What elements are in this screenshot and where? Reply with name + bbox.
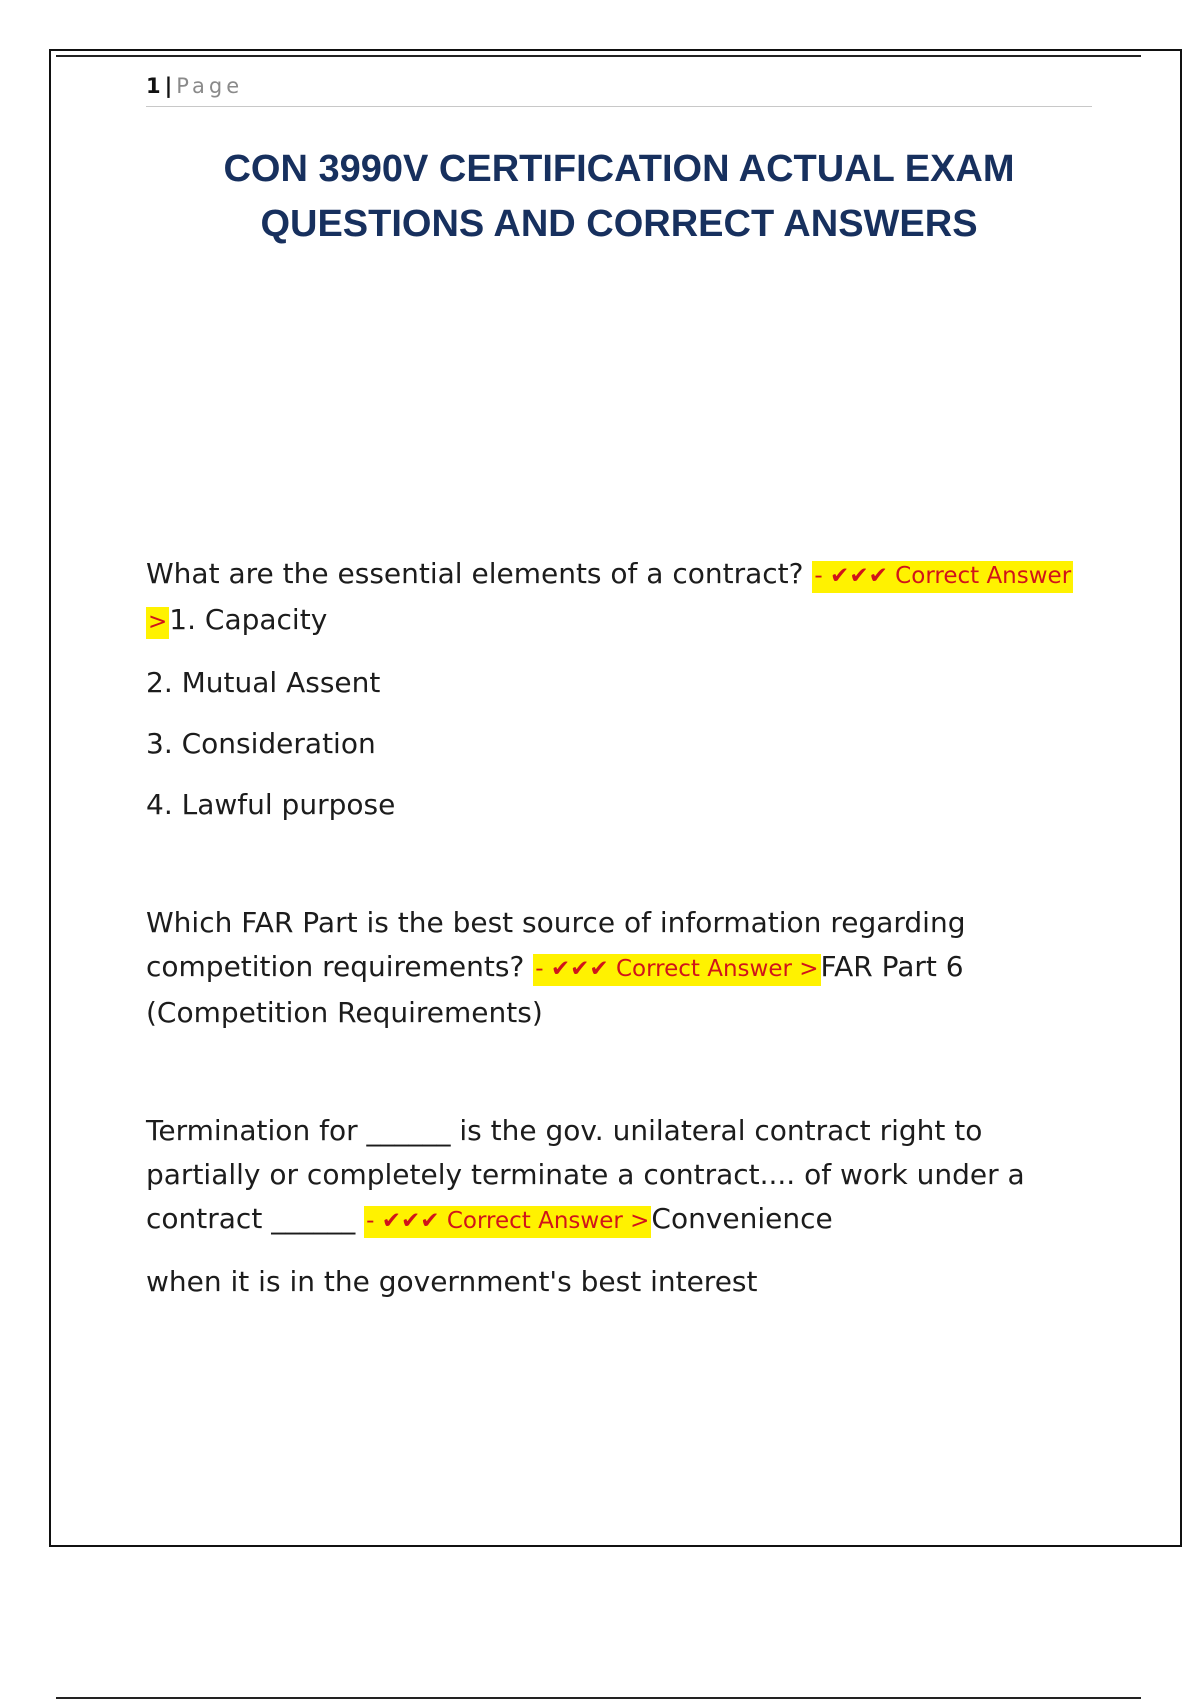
marker-arrow: > <box>622 1208 650 1234</box>
marker-prefix: - <box>814 563 831 589</box>
page-number: 1 <box>146 74 161 98</box>
title-line-1: CON 3990V CERTIFICATION ACTUAL EXAM <box>223 148 1015 190</box>
qa-item-1 <box>146 552 1096 827</box>
frame-top-rule <box>56 55 1141 57</box>
title-line-2: QUESTIONS AND CORRECT ANSWERS <box>260 203 978 245</box>
marker-arrow: > <box>146 607 169 639</box>
qa-2-answer-line-2: (Competition Requirements) <box>146 996 543 1029</box>
marker-prefix: - <box>535 956 551 982</box>
qa-2-question-2: competition requirements? <box>146 950 534 983</box>
qa-1-answer-3: 3. Consideration <box>146 727 376 760</box>
qa-1-question-line <box>146 552 1096 598</box>
qa-2-question-line-2 <box>146 945 1096 991</box>
qa-2-answer: FAR Part 6 <box>820 950 964 983</box>
qa-item-3 <box>146 1109 1096 1304</box>
qa-3-answer-line-2: when it is in the government's best interest <box>146 1265 758 1298</box>
qa-1-answer-2: 2. Mutual Assent <box>146 666 381 699</box>
qa-1-answer-1: 1. Capacity <box>169 603 328 636</box>
qa-3-answer: Convenience <box>651 1202 833 1235</box>
document-title <box>146 142 1092 252</box>
footer-rule <box>56 1697 1141 1699</box>
qa-1-answer-4: 4. Lawful purpose <box>146 788 396 821</box>
qa-2-question-1: Which FAR Part is the best source of information regarding <box>146 906 966 939</box>
marker-prefix: - <box>366 1208 382 1234</box>
correct-answer-marker <box>533 954 820 986</box>
check-marks-icon: ✔✔✔ <box>381 1208 440 1234</box>
qa-item-2 <box>146 901 1096 1035</box>
marker-label: Correct Answer <box>608 956 792 982</box>
qa-3-question-line-3 <box>146 1197 1096 1243</box>
check-marks-icon: ✔✔✔ <box>830 563 888 589</box>
qa-content <box>146 552 1096 1304</box>
marker-arrow: > <box>791 956 819 982</box>
page-label: Page <box>176 74 244 98</box>
page-header <box>146 74 1092 107</box>
marker-label: Correct Answer <box>439 1208 623 1234</box>
correct-answer-marker <box>364 1206 651 1238</box>
marker-label: Correct Answer <box>887 563 1072 589</box>
qa-3-question-1: Termination for ______ is the gov. unilateral contract right to <box>146 1114 983 1147</box>
qa-1-question: What are the essential elements of a contract? <box>146 557 813 590</box>
qa-1-answer-line-1 <box>146 598 1096 644</box>
check-marks-icon: ✔✔✔ <box>550 956 609 982</box>
qa-3-question-2: partially or completely terminate a contract.... of work under a <box>146 1158 1025 1191</box>
qa-3-question-3: contract ______ <box>146 1202 365 1235</box>
correct-answer-marker <box>812 561 1073 593</box>
page-separator: | <box>164 74 173 98</box>
